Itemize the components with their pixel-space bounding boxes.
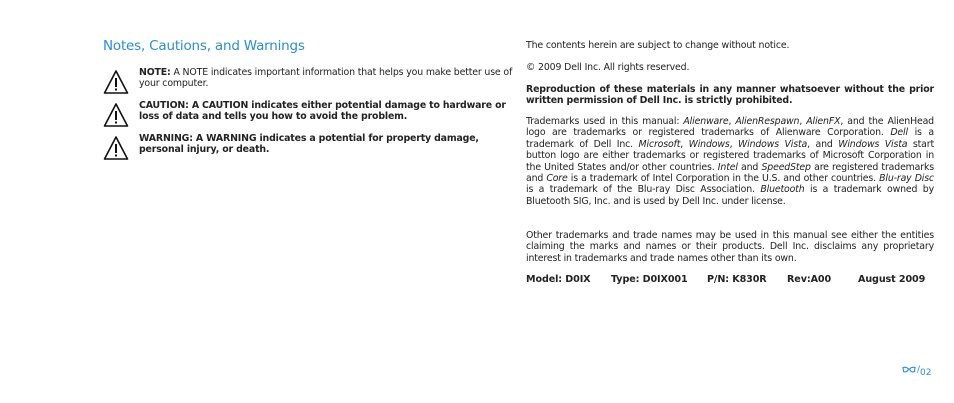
- trademarks-paragraph: Trademarks used in this manual: Alienware, AlienRespawn, AlienFX, and the AlienHead logo are trademarks or registered trademarks of Alienware Corporation. Dell is a trademark of Dell Inc. Microsoft, Windows, Windows Vista, and Windows Vista start button logo are either trademarks or registered trademarks of Microsoft Corporation in the United States and/or other countries. Intel and SpeedStep are registered trademarks and Core is a trademark of Intel Corporation in the U.S. and other countries. Blu-ray Disc is a trademark of the Blu-ray Disc Association. Bluetooth is a trademark owned by Bluetooth SIG, Inc. and is used by Dell Inc. under license.: [526, 116, 934, 207]
- caution-notice: [103, 100, 513, 128]
- model-number: Model: D0IX: [526, 274, 591, 285]
- reproduction-notice: Reproduction of these materials in any manner whatsoever without the prior written permission of Dell Inc. is strictly prohibited.: [526, 84, 934, 107]
- page-number: 02: [920, 368, 932, 378]
- warning-notice: [103, 133, 513, 161]
- note-notice: [103, 67, 513, 95]
- page-footer: [902, 365, 932, 378]
- revision: Rev:A00: [787, 274, 832, 285]
- release-date: August 2009: [858, 274, 926, 285]
- warning-label: WARNING: A WARNING indicates a potential for property damage, personal injury, or death.: [139, 133, 479, 156]
- note-label: NOTE:: [139, 67, 171, 78]
- note-body: A NOTE indicates important information that helps you make better use of your computer.: [139, 67, 513, 90]
- page-title: Notes, Cautions, and Warnings: [103, 38, 305, 54]
- caution-text: [139, 100, 513, 123]
- copyright-line: © 2009 Dell Inc. All rights reserved.: [526, 62, 690, 73]
- other-trademarks-paragraph: Other trademarks and trade names may be used in this manual see either the entities claiming the marks and names or their products. Dell Inc. disclaims any proprietary interest in trademarks and trade names other than its own.: [526, 230, 934, 264]
- warning-triangle-icon: [103, 102, 129, 128]
- caution-label: CAUTION: A CAUTION indicates either potential damage to hardware or loss of data and tells you how to avoid the problem.: [139, 100, 506, 123]
- warning-triangle-icon: [103, 135, 129, 161]
- part-number: P/N: K830R: [707, 274, 767, 285]
- note-text: [139, 67, 513, 90]
- alienhead-logo-icon: [902, 366, 916, 375]
- model-info-line: [526, 274, 936, 285]
- type-number: Type: D0IX001: [611, 274, 688, 285]
- change-notice: The contents herein are subject to change without notice.: [526, 40, 790, 51]
- page-separator: /: [917, 365, 921, 375]
- warning-text: [139, 133, 513, 156]
- warning-triangle-icon: [103, 69, 129, 95]
